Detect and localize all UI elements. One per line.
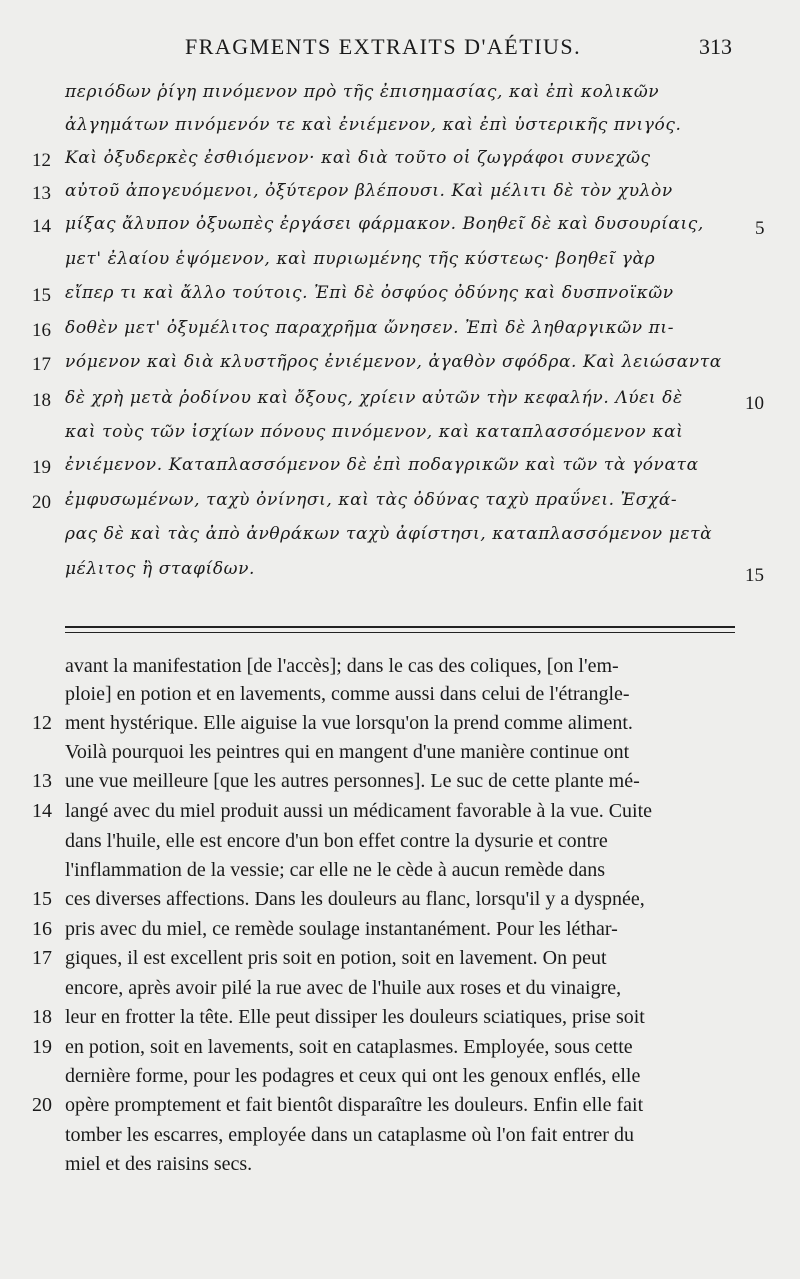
line-number: 12	[32, 150, 51, 171]
greek-line-text: εἴπερ τι καὶ ἄλλο τούτοις. Ἐπὶ δὲ ὀσφύος ὀδύνης καὶ δυσπνοϊκῶν	[65, 283, 674, 303]
greek-line-text: δὲ χρὴ μετὰ ῥοδίνου καὶ ὄξους, χρίειν αὐτῶν τὴν κεφαλήν. Λύει δὲ	[65, 388, 683, 408]
french-line-text: tomber les escarres, employée dans un cataplasme où l'on fait entrer du	[65, 1124, 634, 1146]
running-header	[0, 34, 800, 66]
french-line-text: une vue meilleure [que les autres personnes]. Le suc de cette plante mé-	[65, 770, 640, 792]
french-line-text: encore, après avoir pilé la rue avec de l'huile aux roses et du vinaigre,	[65, 977, 622, 999]
french-line-text: en potion, soit en lavements, soit en cataplasmes. Employée, sous cette	[65, 1036, 633, 1058]
greek-line	[0, 490, 800, 520]
line-number: 13	[32, 770, 52, 792]
french-line	[0, 830, 800, 860]
greek-line-text: μίξας ἄλυπον ὀξυωπὲς ἐργάσει φάρμακον. Βοηθεῖ δὲ καὶ δυσουρίαις,	[65, 214, 704, 234]
line-number: 16	[32, 918, 52, 940]
margin-line-count-15: 15	[745, 565, 764, 586]
french-line	[0, 1094, 800, 1124]
greek-line-text: Καὶ ὀξυδερκὲς ἐσθιόμενον· καὶ διὰ τοῦτο οἱ ζωγράφοι συνεχῶς	[65, 148, 651, 168]
line-number: 13	[32, 183, 51, 204]
section-divider-thick	[65, 626, 735, 628]
french-line	[0, 1153, 800, 1183]
french-line	[0, 712, 800, 742]
greek-line	[0, 352, 800, 382]
french-line-text: langé avec du miel produit aussi un médicament favorable à la vue. Cuite	[65, 800, 653, 822]
line-number: 19	[32, 1036, 52, 1058]
greek-line	[0, 559, 800, 589]
margin-line-count-5: 5	[755, 218, 765, 239]
line-number: 18	[32, 1006, 52, 1028]
french-line	[0, 655, 800, 685]
greek-line	[0, 318, 800, 348]
margin-line-count-10: 10	[745, 393, 764, 414]
line-number: 15	[32, 888, 52, 910]
greek-line-text: νόμενον καὶ διὰ κλυστῆρος ἐνιέμενον, ἀγαθὸν σφόδρα. Καὶ λειώσαντα	[65, 352, 722, 372]
french-line	[0, 1036, 800, 1066]
french-line-text: giques, il est excellent pris soit en potion, soit en lavement. On peut	[65, 947, 607, 969]
french-line-text: opère promptement et fait bientôt disparaître les douleurs. Enfin elle fait	[65, 1094, 644, 1116]
line-number: 16	[32, 320, 51, 341]
french-line-text: ploie] en potion et en lavements, comme aussi dans celui de l'étrangle-	[65, 683, 630, 705]
greek-line	[0, 214, 800, 244]
french-line-text: l'inflammation de la vessie; car elle ne le cède à aucun remède dans	[65, 859, 606, 881]
french-line-text: avant la manifestation [de l'accès]; dans le cas des coliques, [on l'em-	[65, 655, 619, 677]
french-line	[0, 1006, 800, 1036]
french-line-text: pris avec du miel, ce remède soulage instantanément. Pour les léthar-	[65, 918, 618, 940]
line-number: 15	[32, 285, 51, 306]
greek-line	[0, 283, 800, 313]
greek-line-text: ἐμφυσωμένων, ταχὺ ὀνίνησι, καὶ τὰς ὀδύνας ταχὺ πραΰνει. Ἐσχά-	[65, 490, 678, 510]
greek-line	[0, 388, 800, 418]
french-line	[0, 683, 800, 713]
french-line	[0, 859, 800, 889]
greek-line-text: μετ' ἐλαίου ἑψόμενον, καὶ πυριωμένης τῆς κύστεως· βοηθεῖ γὰρ	[65, 249, 656, 269]
line-number: 20	[32, 1094, 52, 1116]
greek-line-text: ἀλγημάτων πινόμενόν τε καὶ ἐνιέμενον, καὶ ἐπὶ ὑστερικῆς πνιγός.	[65, 115, 682, 135]
line-number: 20	[32, 492, 51, 513]
greek-line	[0, 249, 800, 279]
french-line	[0, 800, 800, 830]
french-line-text: ment hystérique. Elle aiguise la vue lorsqu'on la prend comme aliment.	[65, 712, 633, 734]
greek-line	[0, 115, 800, 145]
french-line-text: Voilà pourquoi les peintres qui en mangent d'une manière continue ont	[65, 741, 630, 763]
french-line-text: ces diverses affections. Dans les douleurs au flanc, lorsqu'il y a dyspnée,	[65, 888, 645, 910]
line-number: 19	[32, 457, 51, 478]
french-line	[0, 888, 800, 918]
greek-line-text: περιόδων ῥίγη πινόμενον πρὸ τῆς ἐπισημασίας, καὶ ἐπὶ κολικῶν	[65, 82, 660, 102]
french-line	[0, 741, 800, 771]
greek-line	[0, 181, 800, 211]
page-number: 313	[699, 34, 732, 59]
line-number: 17	[32, 947, 52, 969]
line-number: 17	[32, 354, 51, 375]
french-line-text: dernière forme, pour les podagres et ceux qui ont les genoux enflés, elle	[65, 1065, 641, 1087]
greek-line	[0, 455, 800, 485]
greek-line	[0, 524, 800, 554]
greek-line	[0, 422, 800, 452]
header-title: FRAGMENTS EXTRAITS D'AÉTIUS.	[185, 34, 582, 59]
greek-line-text: αὐτοῦ ἀπογευόμενοι, ὀξύτερον βλέπουσι. Καὶ μέλιτι δὲ τὸν χυλὸν	[65, 181, 673, 201]
french-line	[0, 770, 800, 800]
greek-line-text: καὶ τοὺς τῶν ἰσχίων πόνους πινόμενον, καὶ καταπλασσόμενον καὶ	[65, 422, 684, 442]
greek-line	[0, 82, 800, 112]
french-line-text: leur en frotter la tête. Elle peut dissiper les douleurs sciatiques, prise soit	[65, 1006, 645, 1028]
line-number: 12	[32, 712, 52, 734]
french-line	[0, 977, 800, 1007]
french-line	[0, 1124, 800, 1154]
greek-line-text: δοθὲν μετ' ὀξυμέλιτος παραχρῆμα ὤνησεν. Ἐπὶ δὲ ληθαργικῶν πι-	[65, 318, 675, 338]
greek-line	[0, 148, 800, 178]
greek-line-text: ἐνιέμενον. Καταπλασσόμενον δὲ ἐπὶ ποδαγρικῶν καὶ τῶν τὰ γόνατα	[65, 455, 699, 475]
line-number: 14	[32, 216, 51, 237]
section-divider-thin	[65, 632, 735, 633]
greek-line-text: ρας δὲ καὶ τὰς ἀπὸ ἀνθράκων ταχὺ ἀφίστησι, καταπλασσόμενον μετὰ	[65, 524, 713, 544]
line-number: 14	[32, 800, 52, 822]
french-line	[0, 1065, 800, 1095]
greek-line-text: μέλιτος ἢ σταφίδων.	[65, 559, 256, 579]
french-line-text: miel et des raisins secs.	[65, 1153, 253, 1175]
french-line-text: dans l'huile, elle est encore d'un bon effet contre la dysurie et contre	[65, 830, 608, 852]
french-line	[0, 947, 800, 977]
french-line	[0, 918, 800, 948]
line-number: 18	[32, 390, 51, 411]
